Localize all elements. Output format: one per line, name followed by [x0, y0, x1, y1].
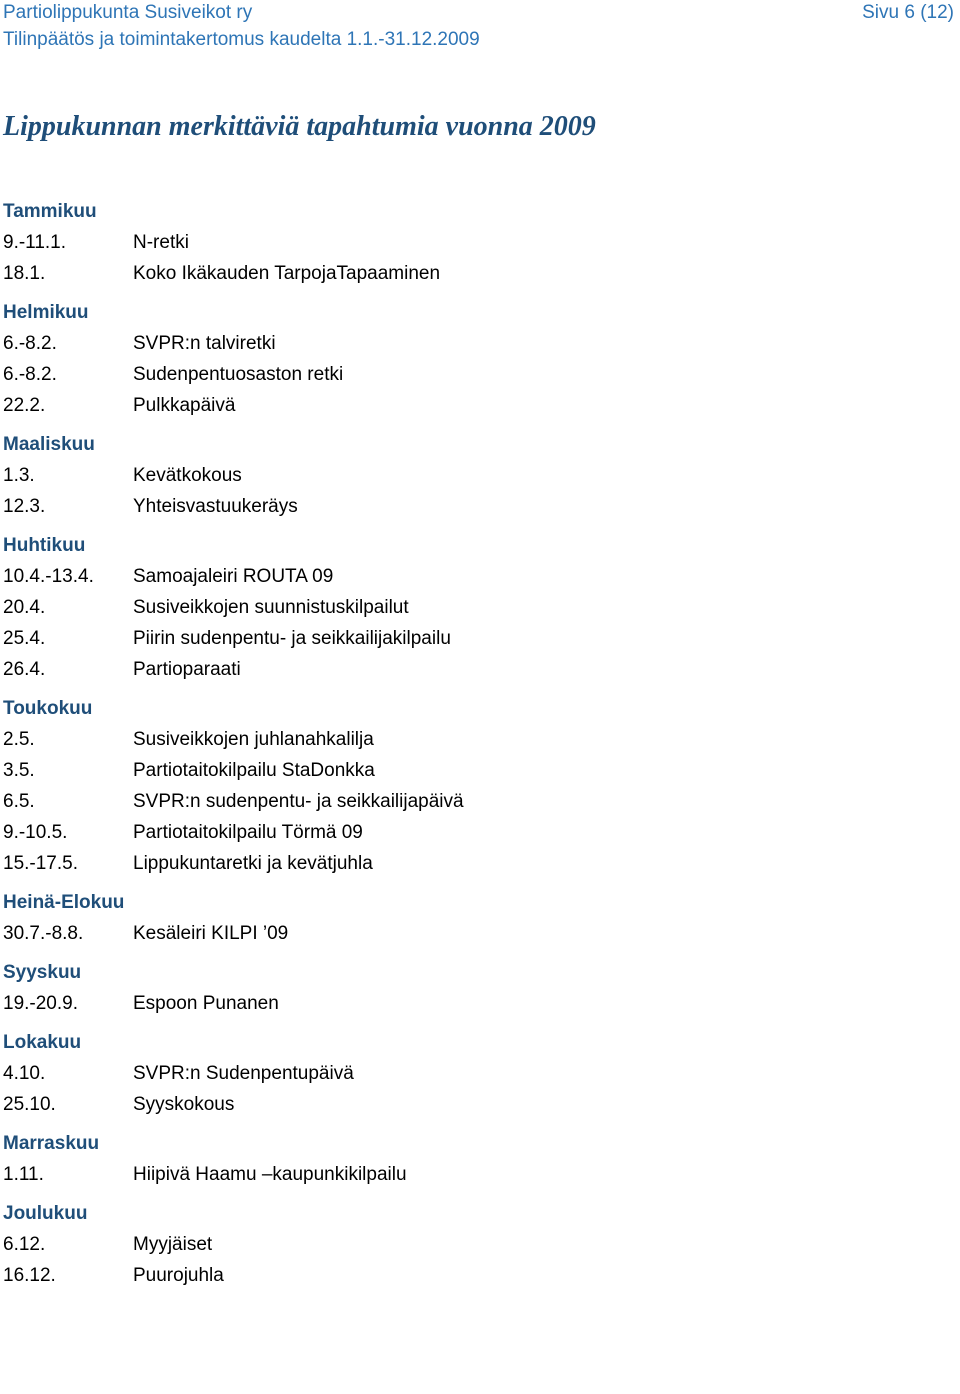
event-name: Samoajaleiri ROUTA 09 — [133, 566, 334, 587]
month-section — [3, 297, 943, 421]
event-date: 9.-11.1. — [3, 232, 67, 253]
event-name: Hiipivä Haamu –kaupunkikilpailu — [133, 1164, 407, 1185]
event-date: 25.10. — [3, 1094, 56, 1115]
event-name: SVPR:n sudenpentu- ja seikkailijapäivä — [133, 791, 464, 812]
event-row — [3, 1229, 943, 1260]
event-name: Puurojuhla — [133, 1265, 224, 1286]
event-name: Partiotaitokilpailu Törmä 09 — [133, 822, 363, 843]
month-heading: Helmikuu — [3, 302, 89, 323]
event-date: 15.-17.5. — [3, 853, 78, 874]
event-date: 2.5. — [3, 729, 35, 750]
month-heading: Heinä-Elokuu — [3, 892, 125, 913]
event-name: Koko Ikäkauden TarpojaTapaaminen — [133, 263, 441, 284]
event-row — [3, 1159, 943, 1190]
event-date: 26.4. — [3, 659, 46, 680]
organization-name: Partiolippukunta Susiveikot ry — [3, 2, 253, 23]
event-row — [3, 1089, 943, 1120]
event-row — [3, 786, 943, 817]
event-name: SVPR:n talviretki — [133, 333, 276, 354]
event-date: 16.12. — [3, 1265, 56, 1286]
event-name: SVPR:n Sudenpentupäivä — [133, 1063, 354, 1084]
event-date: 19.-20.9. — [3, 993, 78, 1014]
event-date: 22.2. — [3, 395, 46, 416]
event-row — [3, 918, 943, 949]
event-row — [3, 592, 943, 623]
page-header — [0, 0, 960, 60]
month-heading: Joulukuu — [3, 1203, 88, 1224]
event-date: 6.-8.2. — [3, 333, 57, 354]
event-date: 20.4. — [3, 597, 46, 618]
event-row — [3, 724, 943, 755]
event-date: 25.4. — [3, 628, 46, 649]
event-row — [3, 227, 943, 258]
event-row — [3, 359, 943, 390]
month-section — [3, 1128, 943, 1190]
event-date: 6.5. — [3, 791, 35, 812]
month-heading: Lokakuu — [3, 1032, 82, 1053]
event-row — [3, 460, 943, 491]
event-date: 3.5. — [3, 760, 35, 781]
event-name: N-retki — [133, 232, 189, 253]
event-name: Yhteisvastuukeräys — [133, 496, 298, 517]
month-section — [3, 1198, 943, 1291]
month-section — [3, 693, 943, 879]
month-section — [3, 887, 943, 949]
event-date: 10.4.-13.4. — [3, 566, 94, 587]
event-date: 18.1. — [3, 263, 46, 284]
page-number: Sivu 6 (12) — [862, 2, 954, 23]
event-name: Kevätkokous — [133, 465, 242, 486]
month-heading: Maaliskuu — [3, 434, 95, 455]
event-row — [3, 1058, 943, 1089]
event-row — [3, 755, 943, 786]
month-heading: Toukokuu — [3, 698, 93, 719]
event-row — [3, 654, 943, 685]
month-heading: Marraskuu — [3, 1133, 100, 1154]
month-heading: Syyskuu — [3, 962, 82, 983]
event-name: Partiotaitokilpailu StaDonkka — [133, 760, 375, 781]
event-row — [3, 328, 943, 359]
event-row — [3, 258, 943, 289]
event-date: 4.10. — [3, 1063, 46, 1084]
event-row — [3, 988, 943, 1019]
event-row — [3, 491, 943, 522]
month-section — [3, 196, 943, 289]
month-section — [3, 530, 943, 685]
event-name: Susiveikkojen suunnistuskilpailut — [133, 597, 409, 618]
event-name: Myyjäiset — [133, 1234, 213, 1255]
event-name: Sudenpentuosaston retki — [133, 364, 344, 385]
month-section — [3, 429, 943, 522]
event-date: 6.-8.2. — [3, 364, 57, 385]
month-section — [3, 1027, 943, 1120]
event-date: 9.-10.5. — [3, 822, 68, 843]
event-name: Pulkkapäivä — [133, 395, 236, 416]
event-date: 12.3. — [3, 496, 46, 517]
month-heading: Huhtikuu — [3, 535, 86, 556]
event-name: Piirin sudenpentu- ja seikkailijakilpailu — [133, 628, 451, 649]
event-name: Susiveikkojen juhlanahkalilja — [133, 729, 374, 750]
event-name: Lippukuntaretki ja kevätjuhla — [133, 853, 373, 874]
document-subtitle: Tilinpäätös ja toimintakertomus kaudelta 1.1.-31.12.2009 — [3, 29, 480, 50]
event-date: 1.11. — [3, 1164, 44, 1185]
page-title: Lippukunnan merkittäviä tapahtumia vuonna 2009 — [3, 111, 596, 142]
events-list — [3, 196, 943, 1299]
event-row — [3, 623, 943, 654]
event-date: 6.12. — [3, 1234, 46, 1255]
month-section — [3, 957, 943, 1019]
month-heading: Tammikuu — [3, 201, 97, 222]
event-row — [3, 561, 943, 592]
event-row — [3, 1260, 943, 1291]
event-date: 1.3. — [3, 465, 35, 486]
event-date: 30.7.-8.8. — [3, 923, 84, 944]
event-row — [3, 817, 943, 848]
event-name: Partioparaati — [133, 659, 241, 680]
event-row — [3, 390, 943, 421]
event-name: Syyskokous — [133, 1094, 235, 1115]
event-name: Espoon Punanen — [133, 993, 279, 1014]
event-row — [3, 848, 943, 879]
event-name: Kesäleiri KILPI ’09 — [133, 923, 289, 944]
